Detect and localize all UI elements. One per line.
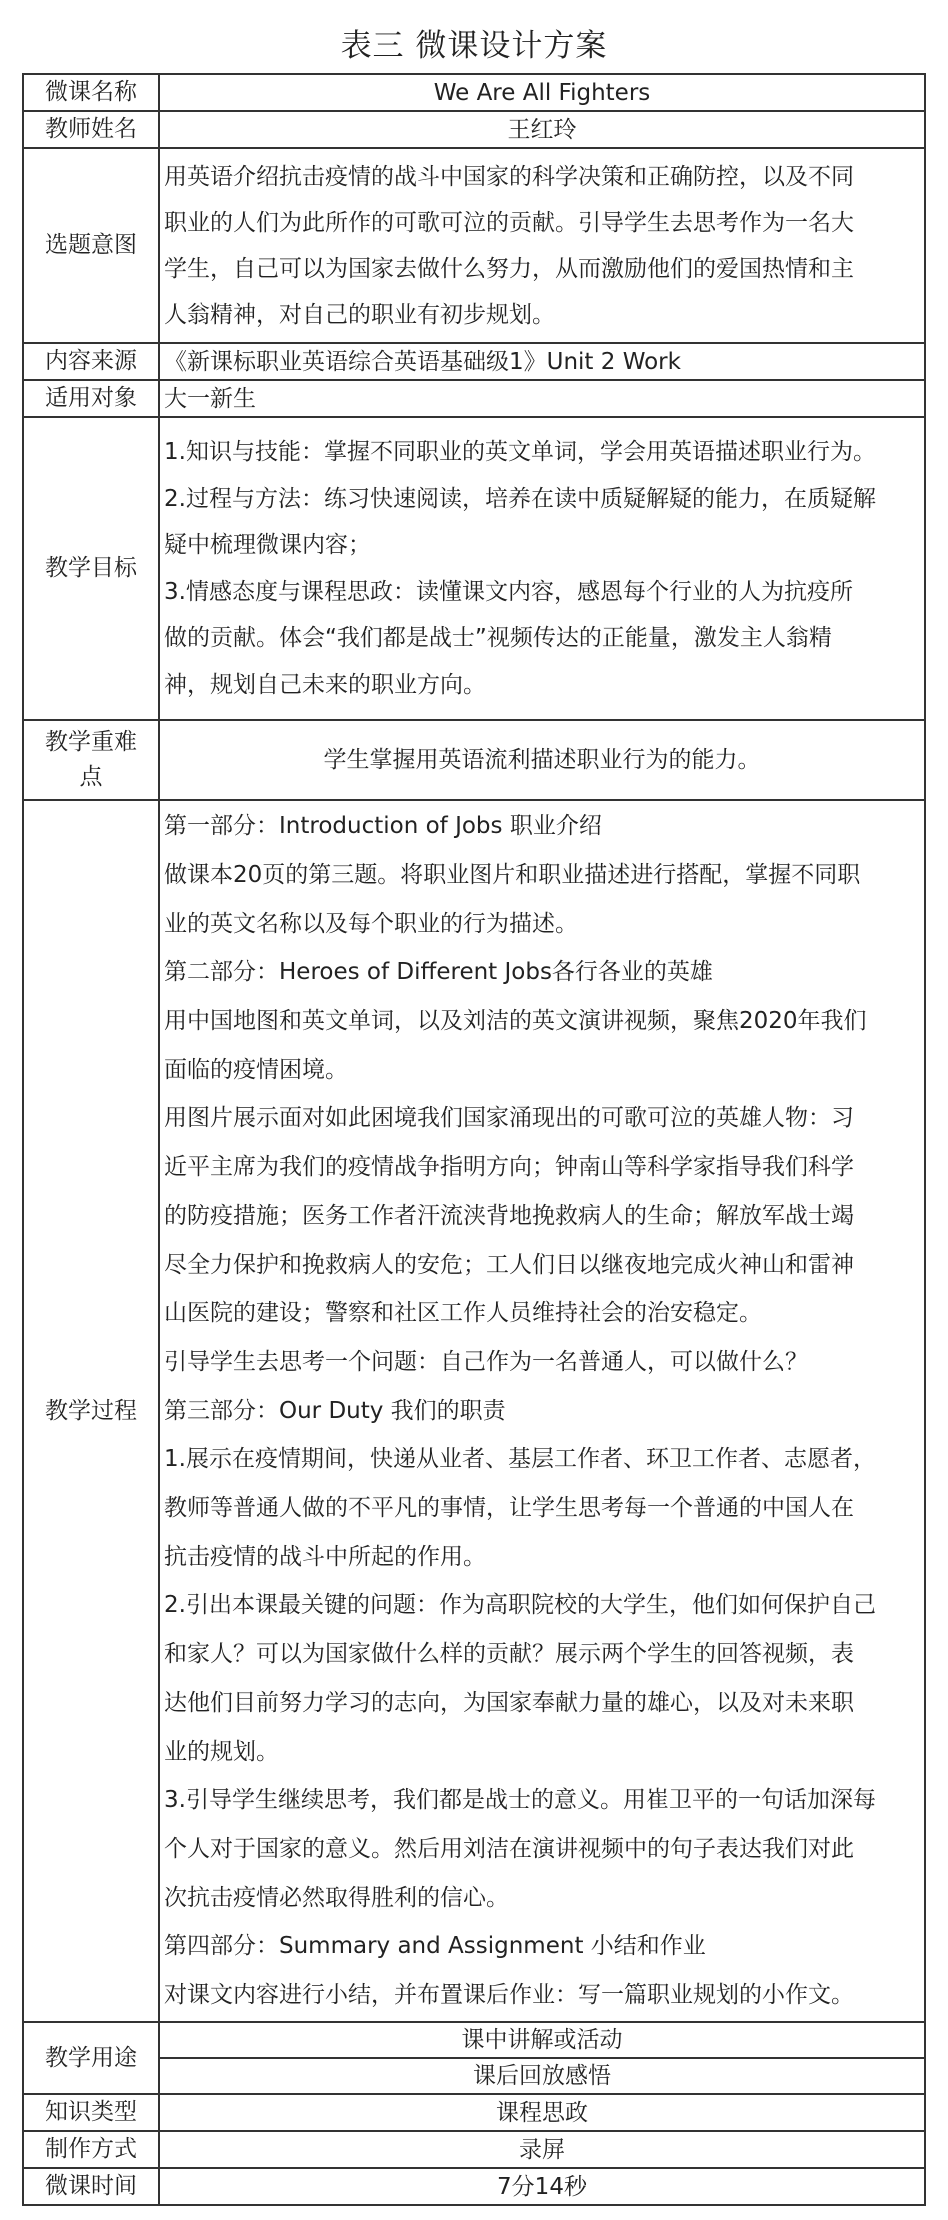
label-method: 制作方式	[23, 2131, 159, 2168]
process-line: 3.引导学生继续思考，我们都是战士的意义。用崔卫平的一句话加深每	[164, 1787, 876, 1814]
label-audience: 适用对象	[23, 380, 159, 417]
label-knowledge: 知识类型	[23, 2094, 159, 2131]
row-usage-2	[23, 2058, 925, 2094]
label-process: 教学过程	[23, 800, 159, 2022]
row-source	[23, 343, 925, 380]
process-line: 近平主席为我们的疫情战争指明方向；钟南山等科学家指导我们科学	[164, 1154, 854, 1181]
value-source: 《新课标职业英语综合英语基础级1》Unit 2 Work	[159, 343, 925, 380]
intent-line: 人翁精神，对自己的职业有初步规划。	[164, 301, 555, 328]
label-goals: 教学目标	[23, 417, 159, 720]
process-line: 教师等普通人做的不平凡的事情，让学生思考每一个普通的中国人在	[164, 1495, 854, 1522]
process-line: 第二部分：Heroes of Different Jobs各行各业的英雄	[164, 959, 713, 986]
process-line: 面临的疫情困境。	[164, 1056, 348, 1083]
process-line: 的防疫措施；医务工作者汗流浃背地挽救病人的生命；解放军战士竭	[164, 1202, 854, 1229]
value-intent	[159, 148, 925, 343]
label-duration: 微课时间	[23, 2168, 159, 2205]
process-line: 对课文内容进行小结，并布置课后作业：写一篇职业规划的小作文。	[164, 1982, 854, 2009]
value-name: We Are All Fighters	[159, 74, 925, 111]
process-line: 个人对于国家的意义。然后用刘洁在演讲视频中的句子表达我们对此	[164, 1835, 854, 1862]
intent-line: 学生，自己可以为国家去做什么努力，从而激励他们的爱国热情和主	[164, 255, 854, 282]
process-line: 抗击疫情的战斗中所起的作用。	[164, 1543, 486, 1570]
row-usage-1	[23, 2022, 925, 2058]
process-line: 山医院的建设；警察和社区工作人员维持社会的治安稳定。	[164, 1300, 762, 1327]
value-usage-2: 课后回放感悟	[159, 2058, 925, 2094]
process-line: 第四部分：Summary and Assignment 小结和作业	[164, 1933, 706, 1960]
label-usage: 教学用途	[23, 2022, 159, 2094]
process-line: 用中国地图和英文单词，以及刘洁的英文演讲视频，聚焦2020年我们	[164, 1008, 867, 1035]
row-method	[23, 2131, 925, 2168]
label-focus-line: 点	[79, 764, 103, 790]
process-line: 做课本20页的第三题。将职业图片和职业描述进行搭配，掌握不同职	[164, 861, 861, 888]
row-focus	[23, 720, 925, 800]
row-intent	[23, 148, 925, 343]
goal-line: 做的贡献。体会“我们都是战士”视频传达的正能量，激发主人翁精	[164, 625, 832, 651]
intent-line: 用英语介绍抗击疫情的战斗中国家的科学决策和正确防控，以及不同	[164, 163, 854, 190]
value-goals	[159, 417, 925, 720]
process-line: 次抗击疫情必然取得胜利的信心。	[164, 1884, 509, 1911]
row-goals	[23, 417, 925, 720]
process-line: 用图片展示面对如此困境我们国家涌现出的可歌可泣的英雄人物：习	[164, 1105, 854, 1132]
process-line: 2.引出本课最关键的问题：作为高职院校的大学生，他们如何保护自己	[164, 1592, 876, 1619]
intent-line: 职业的人们为此所作的可歌可泣的贡献。引导学生去思考作为一名大	[164, 209, 854, 236]
value-usage-1: 课中讲解或活动	[159, 2022, 925, 2058]
row-teacher	[23, 111, 925, 148]
goal-line: 1.知识与技能：掌握不同职业的英文单词，学会用英语描述职业行为。	[164, 439, 876, 465]
label-teacher: 教师姓名	[23, 111, 159, 148]
process-line: 达他们目前努力学习的志向，为国家奉献力量的雄心，以及对未来职	[164, 1689, 854, 1716]
goal-line: 3.情感态度与课程思政：读懂课文内容，感恩每个行业的人为抗疫所	[164, 578, 853, 605]
process-line: 业的规划。	[164, 1738, 279, 1765]
row-audience	[23, 380, 925, 417]
value-method: 录屏	[159, 2131, 925, 2168]
label-source: 内容来源	[23, 343, 159, 380]
design-table	[22, 73, 926, 2206]
process-line: 和家人？可以为国家做什么样的贡献？展示两个学生的回答视频，表	[164, 1641, 854, 1668]
goal-line: 疑中梳理微课内容；	[164, 532, 371, 558]
value-teacher: 王红玲	[159, 111, 925, 148]
process-line: 尽全力保护和挽救病人的安危；工人们日以继夜地完成火神山和雷神	[164, 1251, 854, 1278]
row-knowledge	[23, 2094, 925, 2131]
value-duration: 7分14秒	[159, 2168, 925, 2205]
value-process	[159, 800, 925, 2022]
process-line: 业的英文名称以及每个职业的行为描述。	[164, 910, 578, 937]
row-duration	[23, 2168, 925, 2205]
label-name: 微课名称	[23, 74, 159, 111]
label-focus	[23, 720, 159, 800]
value-knowledge: 课程思政	[159, 2094, 925, 2131]
goal-line: 2.过程与方法：练习快速阅读，培养在读中质疑解疑的能力，在质疑解	[164, 485, 876, 512]
row-process	[23, 800, 925, 2022]
process-line: 第三部分：Our Duty 我们的职责	[164, 1397, 506, 1424]
value-focus: 学生掌握用英语流利描述职业行为的能力。	[159, 720, 925, 800]
page-title: 表三 微课设计方案	[340, 28, 608, 64]
process-line: 第一部分：Introduction of Jobs 职业介绍	[164, 813, 602, 840]
process-line: 引导学生去思考一个问题：自己作为一名普通人，可以做什么？	[164, 1348, 808, 1375]
label-intent: 选题意图	[23, 148, 159, 343]
label-focus-line: 教学重难	[45, 729, 137, 755]
value-audience: 大一新生	[159, 380, 925, 417]
row-name	[23, 74, 925, 111]
process-line: 1.展示在疫情期间，快递从业者、基层工作者、环卫工作者、志愿者，	[164, 1446, 876, 1473]
goal-line: 神，规划自己未来的职业方向。	[164, 671, 486, 698]
